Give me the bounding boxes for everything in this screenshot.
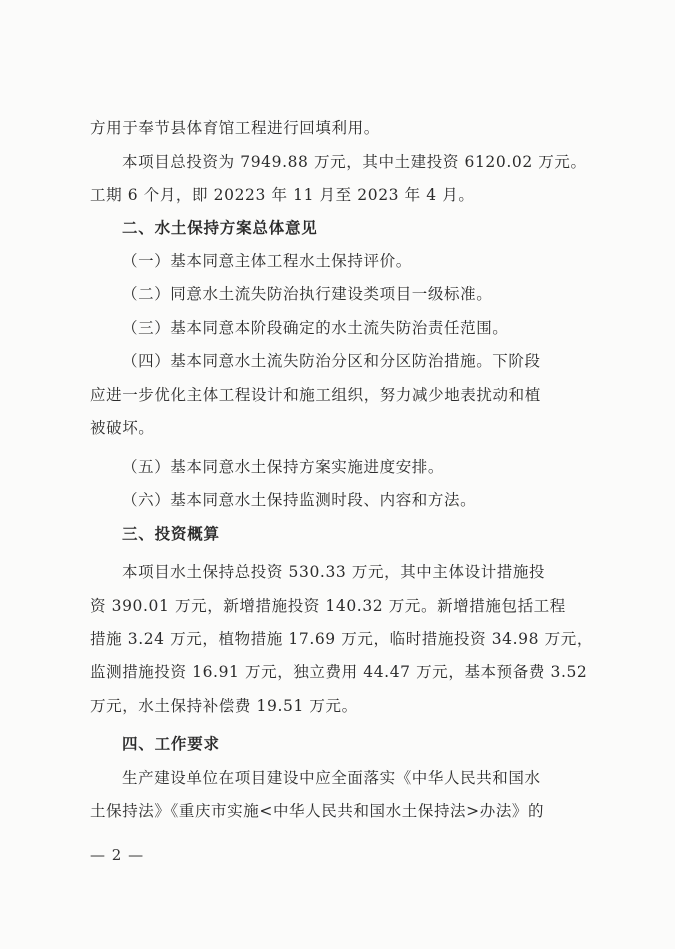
text-line: （五）基本同意水土保持方案实施进度安排。 xyxy=(122,458,445,476)
text-line: 监测措施投资 16.91 万元，独立费用 44.47 万元，基本预备费 3.52 xyxy=(90,663,588,681)
text-line: 措施 3.24 万元，植物措施 17.69 万元，临时措施投资 34.98 万元， xyxy=(90,630,593,648)
section-heading: 三、投资概算 xyxy=(122,525,220,543)
page-number: — 2 — xyxy=(90,846,145,864)
section-heading: 四、工作要求 xyxy=(122,735,220,753)
text-line: 工期 6 个月，即 20223 年 11 月至 2023 年 4 月。 xyxy=(90,186,475,204)
text-line: 方用于奉节县体育馆工程进行回填利用。 xyxy=(90,119,380,137)
text-line: 生产建设单位在项目建设中应全面落实《中华人民共和国水 xyxy=(122,769,541,787)
section-heading: 二、水土保持方案总体意见 xyxy=(122,219,318,237)
text-line: （六）基本同意水土保持监测时段、内容和方法。 xyxy=(122,491,477,509)
text-line: （四）基本同意水土流失防治分区和分区防治措施。下阶段 xyxy=(122,352,541,370)
text-line: （二）同意水土流失防治执行建设类项目一级标准。 xyxy=(122,285,493,303)
text-line: 本项目总投资为 7949.88 万元，其中土建投资 6120.02 万元。 xyxy=(122,153,587,171)
text-line: 万元，水土保持补偿费 19.51 万元。 xyxy=(90,697,358,715)
text-line: （三）基本同意本阶段确定的水土流失防治责任范围。 xyxy=(122,319,509,337)
text-line: 应进一步优化主体工程设计和施工组织，努力减少地表扰动和植 xyxy=(90,386,541,404)
text-line: （一）基本同意主体工程水土保持评价。 xyxy=(122,252,412,270)
text-line: 土保持法》《重庆市实施<中华人民共和国水土保持法>办法》的 xyxy=(90,802,545,820)
text-line: 资 390.01 万元，新增措施投资 140.32 万元。新增措施包括工程 xyxy=(90,597,566,615)
text-line: 本项目水土保持总投资 530.33 万元，其中主体设计措施投 xyxy=(122,563,546,581)
text-line: 被破坏。 xyxy=(90,419,155,437)
